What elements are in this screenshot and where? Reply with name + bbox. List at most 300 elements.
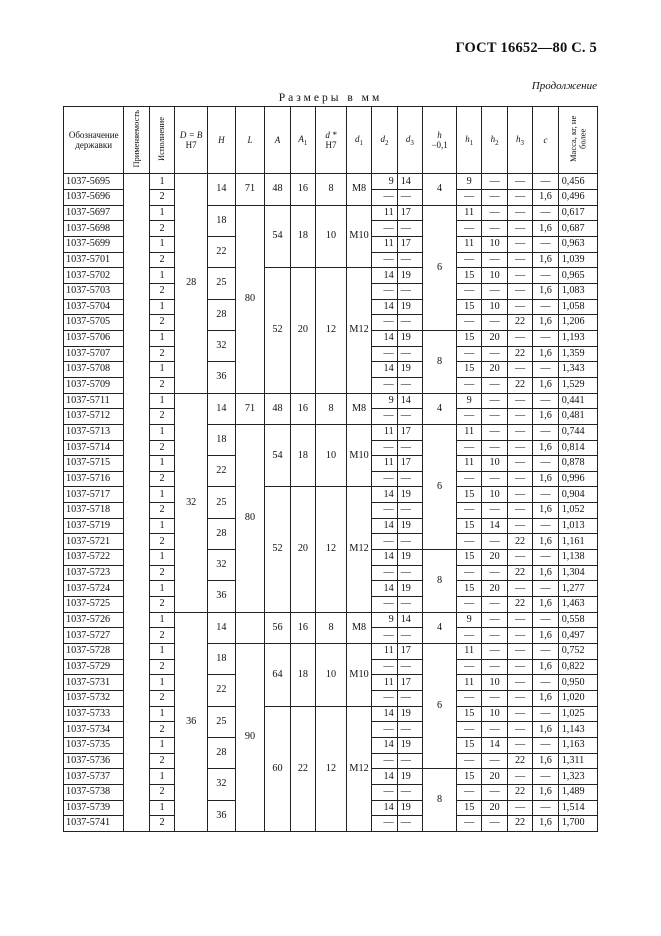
cell-a: 52 bbox=[265, 268, 290, 393]
cell-h1: 15 bbox=[457, 550, 482, 566]
cell-h: 28 bbox=[208, 737, 236, 768]
cell-d2: 9 bbox=[372, 612, 397, 628]
cell-c: — bbox=[533, 581, 558, 597]
cell-ex: 2 bbox=[149, 691, 174, 707]
cell-h1: 11 bbox=[457, 236, 482, 252]
cell-m: 1,529 bbox=[558, 377, 597, 393]
cell-c: 1,6 bbox=[533, 503, 558, 519]
cell-h: 32 bbox=[208, 330, 236, 361]
cell-a: 64 bbox=[265, 644, 290, 707]
cell-code: 1037-5726 bbox=[64, 612, 124, 628]
holder-dimensions-table bbox=[63, 106, 598, 832]
col-h: h −0,1 bbox=[423, 107, 457, 174]
cell-d3: — bbox=[397, 315, 422, 331]
cell-h2: — bbox=[482, 565, 507, 581]
cell-h2: — bbox=[482, 409, 507, 425]
cell-m: 1,463 bbox=[558, 597, 597, 613]
cell-c: 1,6 bbox=[533, 471, 558, 487]
cell-d2: 14 bbox=[372, 706, 397, 722]
dimensions-label: Размеры в мм bbox=[278, 92, 383, 104]
cell-d1: M10 bbox=[346, 205, 371, 268]
cell-c: — bbox=[533, 424, 558, 440]
cell-h2: 10 bbox=[482, 487, 507, 503]
cell-h1: — bbox=[457, 283, 482, 299]
cell-code: 1037-5733 bbox=[64, 706, 124, 722]
cell-h2: 10 bbox=[482, 299, 507, 315]
cell-h1: 15 bbox=[457, 268, 482, 284]
cell-m: 0,822 bbox=[558, 659, 597, 675]
cell-ex: 1 bbox=[149, 675, 174, 691]
cell-a1: 18 bbox=[290, 644, 315, 707]
cell-ex: 2 bbox=[149, 503, 174, 519]
cell-d3: — bbox=[397, 346, 422, 362]
cell-h2: — bbox=[482, 534, 507, 550]
cell-m: 0,617 bbox=[558, 205, 597, 221]
cell-h3: — bbox=[507, 722, 532, 738]
cell-h3: 22 bbox=[507, 377, 532, 393]
cell-ex: 1 bbox=[149, 299, 174, 315]
cell-h2: — bbox=[482, 190, 507, 206]
cell-d3: 17 bbox=[397, 675, 422, 691]
cell-h3: — bbox=[507, 393, 532, 409]
cell-code: 1037-5698 bbox=[64, 221, 124, 237]
cell-ex: 2 bbox=[149, 190, 174, 206]
cell-m: 0,744 bbox=[558, 424, 597, 440]
cell-ex: 1 bbox=[149, 424, 174, 440]
cell-d2: — bbox=[372, 190, 397, 206]
cell-h: 18 bbox=[208, 205, 236, 236]
cell-d2: 14 bbox=[372, 518, 397, 534]
cell-h: 8 bbox=[423, 550, 457, 613]
cell-a: 56 bbox=[265, 612, 290, 643]
cell-m: 1,304 bbox=[558, 565, 597, 581]
cell-h1: — bbox=[457, 784, 482, 800]
cell-c: — bbox=[533, 299, 558, 315]
cell-ex: 2 bbox=[149, 534, 174, 550]
cell-h: 6 bbox=[423, 205, 457, 330]
cell-code: 1037-5697 bbox=[64, 205, 124, 221]
cell-d3: 19 bbox=[397, 737, 422, 753]
cell-h3: — bbox=[507, 440, 532, 456]
cell-h1: — bbox=[457, 753, 482, 769]
cell-h3: — bbox=[507, 581, 532, 597]
cell-h2: 20 bbox=[482, 581, 507, 597]
cell-code: 1037-5712 bbox=[64, 409, 124, 425]
cell-d: 8 bbox=[316, 612, 347, 643]
cell-h1: 15 bbox=[457, 487, 482, 503]
cell-applicability bbox=[124, 174, 149, 832]
cell-code: 1037-5736 bbox=[64, 753, 124, 769]
cell-d3: — bbox=[397, 283, 422, 299]
cell-code: 1037-5721 bbox=[64, 534, 124, 550]
cell-code: 1037-5708 bbox=[64, 362, 124, 378]
cell-h: 8 bbox=[423, 769, 457, 832]
cell-ex: 1 bbox=[149, 236, 174, 252]
continuation-label: Продолжение bbox=[531, 80, 597, 92]
cell-h3: — bbox=[507, 487, 532, 503]
cell-d3: — bbox=[397, 503, 422, 519]
cell-h: 18 bbox=[208, 424, 236, 455]
cell-h: 4 bbox=[423, 612, 457, 643]
cell-d1: M8 bbox=[346, 174, 371, 205]
cell-c: — bbox=[533, 268, 558, 284]
cell-ex: 1 bbox=[149, 581, 174, 597]
cell-l: 80 bbox=[235, 205, 265, 393]
cell-h2: — bbox=[482, 612, 507, 628]
cell-code: 1037-5715 bbox=[64, 456, 124, 472]
cell-m: 1,193 bbox=[558, 330, 597, 346]
cell-h3: — bbox=[507, 221, 532, 237]
cell-h2: — bbox=[482, 315, 507, 331]
cell-h3: — bbox=[507, 471, 532, 487]
cell-d3: 19 bbox=[397, 769, 422, 785]
col-applicability: Применяемость bbox=[124, 107, 149, 174]
cell-m: 1,052 bbox=[558, 503, 597, 519]
cell-h1: — bbox=[457, 346, 482, 362]
cell-m: 1,489 bbox=[558, 784, 597, 800]
cell-d1: M8 bbox=[346, 612, 371, 643]
cell-h3: — bbox=[507, 205, 532, 221]
cell-d: 32 bbox=[175, 393, 208, 612]
cell-h: 14 bbox=[208, 612, 236, 643]
cell-h2: — bbox=[482, 503, 507, 519]
cell-d2: — bbox=[372, 534, 397, 550]
cell-m: 1,163 bbox=[558, 737, 597, 753]
cell-d2: 11 bbox=[372, 456, 397, 472]
cell-h1: — bbox=[457, 440, 482, 456]
cell-d1: M12 bbox=[346, 268, 371, 393]
cell-c: — bbox=[533, 612, 558, 628]
col-L: L bbox=[235, 107, 265, 174]
cell-h1: — bbox=[457, 471, 482, 487]
cell-c: — bbox=[533, 675, 558, 691]
cell-h3: — bbox=[507, 659, 532, 675]
cell-c: — bbox=[533, 330, 558, 346]
cell-h2: — bbox=[482, 597, 507, 613]
cell-a: 60 bbox=[265, 706, 290, 831]
cell-h: 22 bbox=[208, 236, 236, 267]
cell-d2: — bbox=[372, 816, 397, 832]
cell-c: 1,6 bbox=[533, 816, 558, 832]
cell-h: 28 bbox=[208, 299, 236, 330]
cell-d3: 19 bbox=[397, 330, 422, 346]
cell-d2: 9 bbox=[372, 393, 397, 409]
cell-h3: 22 bbox=[507, 315, 532, 331]
cell-h2: 10 bbox=[482, 706, 507, 722]
cell-d3: 19 bbox=[397, 800, 422, 816]
cell-code: 1037-5703 bbox=[64, 283, 124, 299]
cell-h2: 20 bbox=[482, 362, 507, 378]
cell-d2: 14 bbox=[372, 362, 397, 378]
cell-c: 1,6 bbox=[533, 534, 558, 550]
cell-ex: 2 bbox=[149, 440, 174, 456]
cell-h1: — bbox=[457, 377, 482, 393]
cell-ex: 1 bbox=[149, 393, 174, 409]
col-A1: $A_1$ bbox=[290, 107, 315, 174]
cell-code: 1037-5695 bbox=[64, 174, 124, 190]
cell-h2: — bbox=[482, 440, 507, 456]
cell-m: 0,558 bbox=[558, 612, 597, 628]
cell-h3: — bbox=[507, 737, 532, 753]
cell-ex: 2 bbox=[149, 315, 174, 331]
cell-h: 36 bbox=[208, 581, 236, 612]
cell-h2: 20 bbox=[482, 800, 507, 816]
cell-m: 0,481 bbox=[558, 409, 597, 425]
cell-d2: — bbox=[372, 471, 397, 487]
cell-code: 1037-5714 bbox=[64, 440, 124, 456]
cell-h3: — bbox=[507, 769, 532, 785]
cell-l bbox=[235, 612, 265, 643]
cell-c: — bbox=[533, 706, 558, 722]
cell-c: 1,6 bbox=[533, 691, 558, 707]
cell-h3: — bbox=[507, 190, 532, 206]
cell-m: 1,039 bbox=[558, 252, 597, 268]
cell-d3: 19 bbox=[397, 550, 422, 566]
cell-c: — bbox=[533, 769, 558, 785]
cell-h2: 14 bbox=[482, 518, 507, 534]
cell-d: 12 bbox=[316, 268, 347, 393]
cell-h3: — bbox=[507, 628, 532, 644]
cell-c: — bbox=[533, 174, 558, 190]
cell-c: — bbox=[533, 205, 558, 221]
col-d: d * H7 bbox=[316, 107, 347, 174]
cell-h3: — bbox=[507, 691, 532, 707]
page-header: ГОСТ 16652—80 С. 5 bbox=[455, 40, 597, 56]
cell-ex: 2 bbox=[149, 377, 174, 393]
cell-h: 4 bbox=[423, 393, 457, 424]
cell-d3: — bbox=[397, 597, 422, 613]
cell-h1: 11 bbox=[457, 456, 482, 472]
cell-h2: — bbox=[482, 252, 507, 268]
cell-h3: — bbox=[507, 330, 532, 346]
cell-c: — bbox=[533, 737, 558, 753]
cell-code: 1037-5725 bbox=[64, 597, 124, 613]
cell-d2: — bbox=[372, 346, 397, 362]
cell-m: 1,311 bbox=[558, 753, 597, 769]
cell-h2: — bbox=[482, 644, 507, 660]
cell-h1: — bbox=[457, 722, 482, 738]
cell-a1: 20 bbox=[290, 268, 315, 393]
cell-m: 1,161 bbox=[558, 534, 597, 550]
cell-h: 32 bbox=[208, 769, 236, 800]
cell-h2: — bbox=[482, 722, 507, 738]
cell-h3: 22 bbox=[507, 597, 532, 613]
cell-ex: 2 bbox=[149, 346, 174, 362]
cell-a1: 20 bbox=[290, 487, 315, 612]
cell-m: 0,496 bbox=[558, 190, 597, 206]
cell-h: 36 bbox=[208, 362, 236, 393]
cell-d3: — bbox=[397, 471, 422, 487]
cell-code: 1037-5717 bbox=[64, 487, 124, 503]
cell-m: 0,687 bbox=[558, 221, 597, 237]
cell-h3: — bbox=[507, 644, 532, 660]
cell-h2: 20 bbox=[482, 330, 507, 346]
table-body bbox=[64, 174, 598, 832]
table-row bbox=[64, 174, 598, 190]
cell-code: 1037-5704 bbox=[64, 299, 124, 315]
cell-h2: — bbox=[482, 205, 507, 221]
cell-d2: 14 bbox=[372, 268, 397, 284]
cell-code: 1037-5724 bbox=[64, 581, 124, 597]
cell-ex: 2 bbox=[149, 597, 174, 613]
cell-h3: — bbox=[507, 409, 532, 425]
cell-h1: 15 bbox=[457, 518, 482, 534]
cell-d2: 14 bbox=[372, 737, 397, 753]
cell-m: 0,752 bbox=[558, 644, 597, 660]
cell-ex: 2 bbox=[149, 252, 174, 268]
cell-h: 25 bbox=[208, 487, 236, 518]
cell-code: 1037-5739 bbox=[64, 800, 124, 816]
cell-d3: — bbox=[397, 440, 422, 456]
cell-h1: — bbox=[457, 221, 482, 237]
cell-ex: 2 bbox=[149, 659, 174, 675]
cell-h: 6 bbox=[423, 644, 457, 769]
cell-d3: 14 bbox=[397, 393, 422, 409]
cell-m: 1,359 bbox=[558, 346, 597, 362]
cell-d3: 19 bbox=[397, 299, 422, 315]
cell-d3: — bbox=[397, 221, 422, 237]
cell-h1: 15 bbox=[457, 330, 482, 346]
cell-ex: 1 bbox=[149, 737, 174, 753]
cell-h1: 11 bbox=[457, 675, 482, 691]
cell-h: 14 bbox=[208, 393, 236, 424]
cell-c: — bbox=[533, 362, 558, 378]
cell-a1: 22 bbox=[290, 706, 315, 831]
cell-h1: — bbox=[457, 503, 482, 519]
cell-d2: 14 bbox=[372, 769, 397, 785]
cell-h1: 9 bbox=[457, 393, 482, 409]
cell-h1: — bbox=[457, 816, 482, 832]
cell-h2: 14 bbox=[482, 737, 507, 753]
cell-d2: — bbox=[372, 784, 397, 800]
cell-m: 1,013 bbox=[558, 518, 597, 534]
cell-ex: 2 bbox=[149, 753, 174, 769]
cell-h1: — bbox=[457, 534, 482, 550]
cell-h: 6 bbox=[423, 424, 457, 549]
cell-m: 0,441 bbox=[558, 393, 597, 409]
cell-h1: 15 bbox=[457, 800, 482, 816]
cell-code: 1037-5741 bbox=[64, 816, 124, 832]
cell-code: 1037-5729 bbox=[64, 659, 124, 675]
cell-d3: 19 bbox=[397, 706, 422, 722]
col-h1: $h_1$ bbox=[457, 107, 482, 174]
cell-c: — bbox=[533, 644, 558, 660]
cell-d3: 19 bbox=[397, 581, 422, 597]
cell-ex: 2 bbox=[149, 784, 174, 800]
cell-code: 1037-5735 bbox=[64, 737, 124, 753]
cell-h1: 11 bbox=[457, 644, 482, 660]
cell-h2: — bbox=[482, 174, 507, 190]
cell-c: 1,6 bbox=[533, 753, 558, 769]
col-D: D = B H7 bbox=[175, 107, 208, 174]
cell-c: 1,6 bbox=[533, 221, 558, 237]
cell-code: 1037-5737 bbox=[64, 769, 124, 785]
cell-d2: — bbox=[372, 753, 397, 769]
cell-c: — bbox=[533, 456, 558, 472]
cell-d2: 14 bbox=[372, 550, 397, 566]
cell-d3: — bbox=[397, 691, 422, 707]
cell-h3: — bbox=[507, 299, 532, 315]
cell-h2: 20 bbox=[482, 769, 507, 785]
cell-m: 1,058 bbox=[558, 299, 597, 315]
cell-h2: — bbox=[482, 784, 507, 800]
cell-c: 1,6 bbox=[533, 377, 558, 393]
cell-d: 12 bbox=[316, 706, 347, 831]
cell-code: 1037-5709 bbox=[64, 377, 124, 393]
cell-a: 52 bbox=[265, 487, 290, 612]
cell-h3: — bbox=[507, 283, 532, 299]
cell-m: 1,138 bbox=[558, 550, 597, 566]
cell-ex: 2 bbox=[149, 409, 174, 425]
cell-h1: 9 bbox=[457, 612, 482, 628]
cell-d2: — bbox=[372, 565, 397, 581]
cell-c: — bbox=[533, 518, 558, 534]
col-A: A bbox=[265, 107, 290, 174]
cell-d2: 11 bbox=[372, 424, 397, 440]
cell-ex: 1 bbox=[149, 362, 174, 378]
cell-c: 1,6 bbox=[533, 628, 558, 644]
cell-h2: — bbox=[482, 221, 507, 237]
cell-h2: — bbox=[482, 691, 507, 707]
cell-m: 0,965 bbox=[558, 268, 597, 284]
cell-d2: — bbox=[372, 503, 397, 519]
cell-c: 1,6 bbox=[533, 346, 558, 362]
cell-d3: 14 bbox=[397, 174, 422, 190]
cell-h1: 11 bbox=[457, 424, 482, 440]
cell-h1: — bbox=[457, 691, 482, 707]
cell-h2: 10 bbox=[482, 236, 507, 252]
cell-code: 1037-5705 bbox=[64, 315, 124, 331]
cell-d3: — bbox=[397, 816, 422, 832]
cell-h1: — bbox=[457, 252, 482, 268]
cell-h: 4 bbox=[423, 174, 457, 205]
cell-code: 1037-5713 bbox=[64, 424, 124, 440]
cell-m: 0,497 bbox=[558, 628, 597, 644]
cell-a: 54 bbox=[265, 205, 290, 268]
cell-ex: 1 bbox=[149, 769, 174, 785]
cell-h1: 15 bbox=[457, 299, 482, 315]
col-designation: Обозначение державки bbox=[64, 107, 124, 174]
cell-m: 0,904 bbox=[558, 487, 597, 503]
cell-c: 1,6 bbox=[533, 722, 558, 738]
cell-m: 0,878 bbox=[558, 456, 597, 472]
cell-a: 48 bbox=[265, 174, 290, 205]
cell-h3: 22 bbox=[507, 534, 532, 550]
cell-h3: — bbox=[507, 362, 532, 378]
cell-d2: — bbox=[372, 722, 397, 738]
cell-h3: — bbox=[507, 424, 532, 440]
cell-h: 32 bbox=[208, 550, 236, 581]
cell-d2: 14 bbox=[372, 330, 397, 346]
cell-h1: 11 bbox=[457, 205, 482, 221]
cell-a1: 18 bbox=[290, 205, 315, 268]
cell-d2: — bbox=[372, 628, 397, 644]
cell-h2: 20 bbox=[482, 550, 507, 566]
col-mass: Масса, кг, не более bbox=[558, 107, 597, 174]
col-H: H bbox=[208, 107, 236, 174]
cell-code: 1037-5716 bbox=[64, 471, 124, 487]
cell-code: 1037-5706 bbox=[64, 330, 124, 346]
cell-d3: 19 bbox=[397, 268, 422, 284]
col-h2: $h_2$ bbox=[482, 107, 507, 174]
cell-h: 36 bbox=[208, 800, 236, 831]
cell-d2: 11 bbox=[372, 205, 397, 221]
cell-c: — bbox=[533, 393, 558, 409]
cell-ex: 2 bbox=[149, 628, 174, 644]
cell-d2: — bbox=[372, 691, 397, 707]
cell-ex: 2 bbox=[149, 283, 174, 299]
cell-d3: — bbox=[397, 784, 422, 800]
